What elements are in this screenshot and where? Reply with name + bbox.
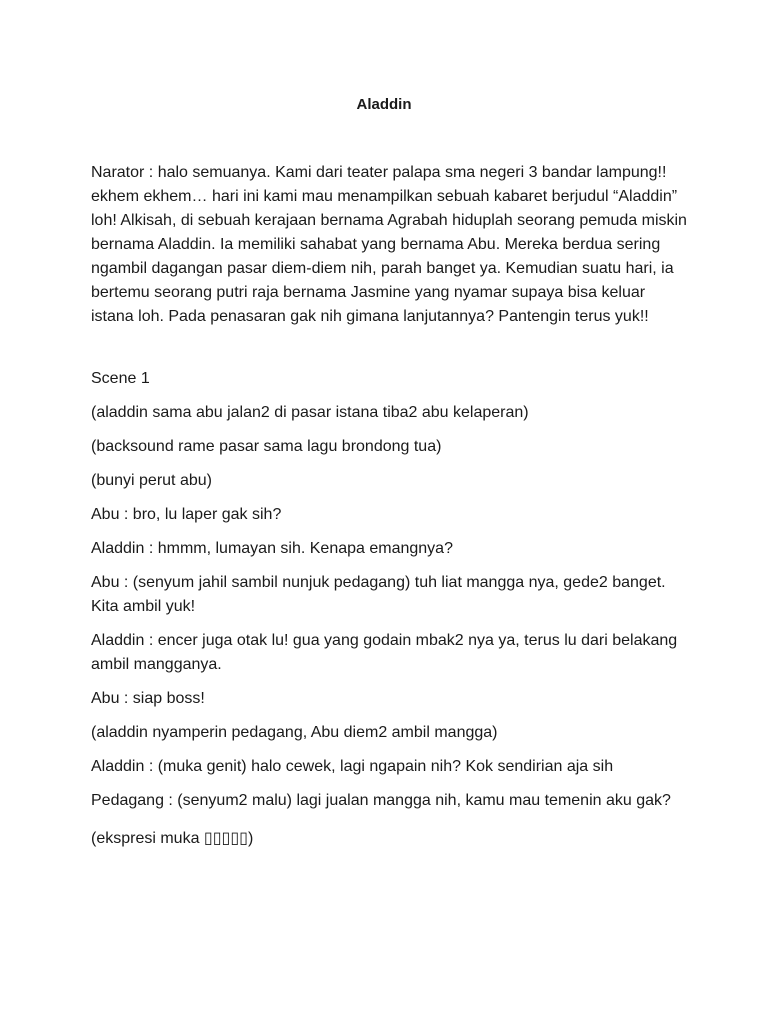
dialogue-line: Abu : siap boss! [91, 690, 205, 707]
document-title: Aladdin [356, 96, 412, 113]
dialogue-line: Aladdin : hmmm, lumayan sih. Kenapa emangnya? [91, 540, 453, 557]
dialogue-line: Aladdin : encer juga otak lu! gua yang godain mbak2 nya ya, terus lu dari belakang ambil mangganya. [91, 632, 678, 673]
scene-heading: Scene 1 [91, 370, 150, 387]
dialogue-line: Pedagang : (senyum2 malu) lagi jualan mangga nih, kamu mau temenin aku gak? [91, 792, 671, 809]
stage-direction: (backsound rame pasar sama lagu brondong tua) [91, 438, 442, 455]
paragraph-spacer [91, 329, 691, 367]
stage-direction: (ekspresi muka ▯▯▯▯▯) [91, 830, 254, 847]
stage-direction: (aladdin nyamperin pedagang, Abu diem2 ambil mangga) [91, 724, 498, 741]
document-body [91, 161, 691, 861]
dialogue-line: Abu : (senyum jahil sambil nunjuk pedagang) tuh liat mangga nya, gede2 banget. Kita ambil yuk! [91, 574, 666, 615]
dialogue-line: Abu : bro, lu laper gak sih? [91, 506, 282, 523]
narrator-paragraph: Narator : halo semuanya. Kami dari teater palapa sma negeri 3 bandar lampung!! ekhem ekhem… hari ini kami mau menampilkan sebuah kabaret berjudul “Aladdin” loh! Alkisah, di sebuah kerajaan bernama Agrabah hiduplah seorang pemuda miskin bernama Aladdin. Ia memiliki sahabat yang bernama Abu. Mereka berdua sering ngambil dagangan pasar diem-diem nih, parah banget ya. Kemudian suatu hari, ia bertemu seorang putri raja bernama Jasmine yang nyamar supaya bisa keluar istana loh. Pada penasaran gak nih gimana lanjutannya? Pantengin terus yuk!! [91, 164, 687, 325]
stage-direction: (aladdin sama abu jalan2 di pasar istana tiba2 abu kelaperan) [91, 404, 529, 421]
dialogue-line: Aladdin : (muka genit) halo cewek, lagi ngapain nih? Kok sendirian aja sih [91, 758, 614, 775]
stage-direction: (bunyi perut abu) [91, 472, 212, 489]
